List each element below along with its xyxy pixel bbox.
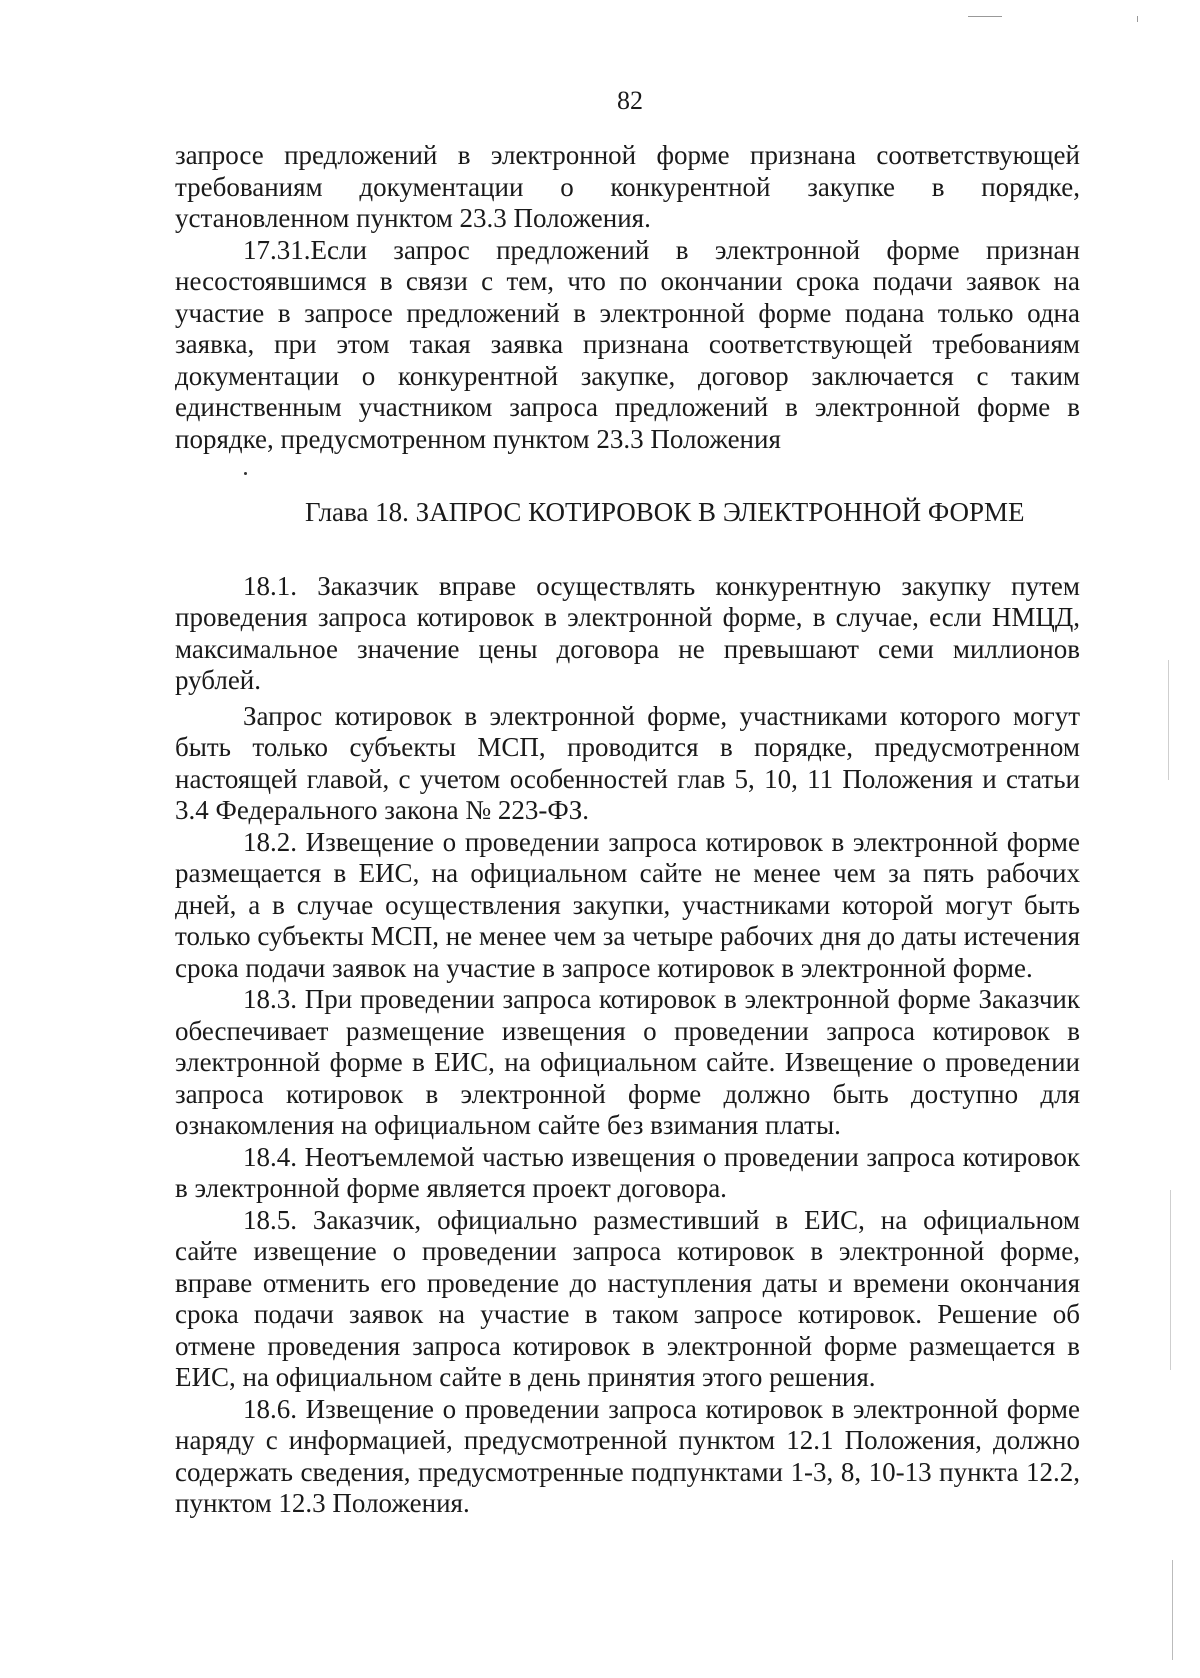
paragraph: 18.4. Неотъемлемой частью извещения о проведении запроса котировок в электронной форме является проект договора.: [175, 1141, 1080, 1203]
scan-artifact: [1137, 16, 1138, 22]
scan-artifact: [968, 16, 1002, 17]
paragraph: 18.2. Извещение о проведении запроса котировок в электронной форме размещается в ЕИС, на официальном сайте не менее чем за пять рабочих дней, а в случае осуществления закупки, участниками которой могут быть только субъекты МСП, не менее чем за четыре рабочих дня до даты истечения срока подачи заявок на участие в запросе котировок в электронной форме.: [175, 826, 1080, 983]
chapter-heading: Глава 18. ЗАПРОС КОТИРОВОК В ЭЛЕКТРОННОЙ ФОРМЕ: [305, 497, 1025, 527]
paragraph: Запрос котировок в электронной форме, участниками которого могут быть только субъекты МСП, проводится в порядке, предусмотренном настоящей главой, с учетом особенностей глав 5, 10, 11 Положения и статьи 3.4 Федерального закона № 223-ФЗ.: [175, 700, 1080, 825]
paragraph: 18.5. Заказчик, официально разместивший в ЕИС, на официальном сайте извещение о проведении запроса котировок в электронной форме, вправе отменить его проведение до наступления даты и времени окончания срока подачи заявок на участие в таком запросе котировок. Решение об отмене проведения запроса котировок в электронной форме размещается в ЕИС, на официальном сайте в день принятия этого решения.: [175, 1204, 1080, 1392]
paragraph: 18.3. При проведении запроса котировок в электронной форме Заказчик обеспечивает размещение извещения о проведении запроса котировок в электронной форме в ЕИС, на официальном сайте. Извещение о проведении запроса котировок в электронной форме должно быть доступно для ознакомления на официальном сайте без взимания платы.: [175, 984, 1080, 1140]
paragraph: 18.6. Извещение о проведении запроса котировок в электронной форме наряду с информацией, предусмотренной пунктом 12.1 Положения, должно содержать сведения, предусмотренные подпунктами 1-3, 8, 10-13 пункта 12.2, пунктом 12.3 Положения.: [175, 1393, 1080, 1518]
scan-artifact: [1168, 660, 1169, 780]
document-body: [175, 140, 1080, 1520]
scan-artifact: [1170, 1190, 1171, 1370]
paragraph: 18.1. Заказчик вправе осуществлять конкурентную закупку путем проведения запроса котировок в электронной форме, в случае, если НМЦД, максимальное значение цены договора не превышают семи миллионов рублей.: [175, 570, 1080, 695]
paragraph: запросе предложений в электронной форме признана соответствующей требованиям документации о конкурентной закупке в порядке, установленном пунктом 23.3 Положения.: [175, 140, 1080, 233]
page-number: 82: [617, 86, 643, 115]
scan-artifact: [1172, 1560, 1173, 1660]
paragraph: 17.31.Если запрос предложений в электронной форме признан несостоявшимся в связи с тем, что по окончании срока подачи заявок на участие в запросе предложений в электронной форме подана только одна заявка, при этом такая заявка признана соответствующей требованиям документации о конкурентной закупке, договор заключается с таким единственным участником запроса предложений в электронной форме в порядке, предусмотренном пунктом 23.3 Положения: [175, 234, 1080, 454]
